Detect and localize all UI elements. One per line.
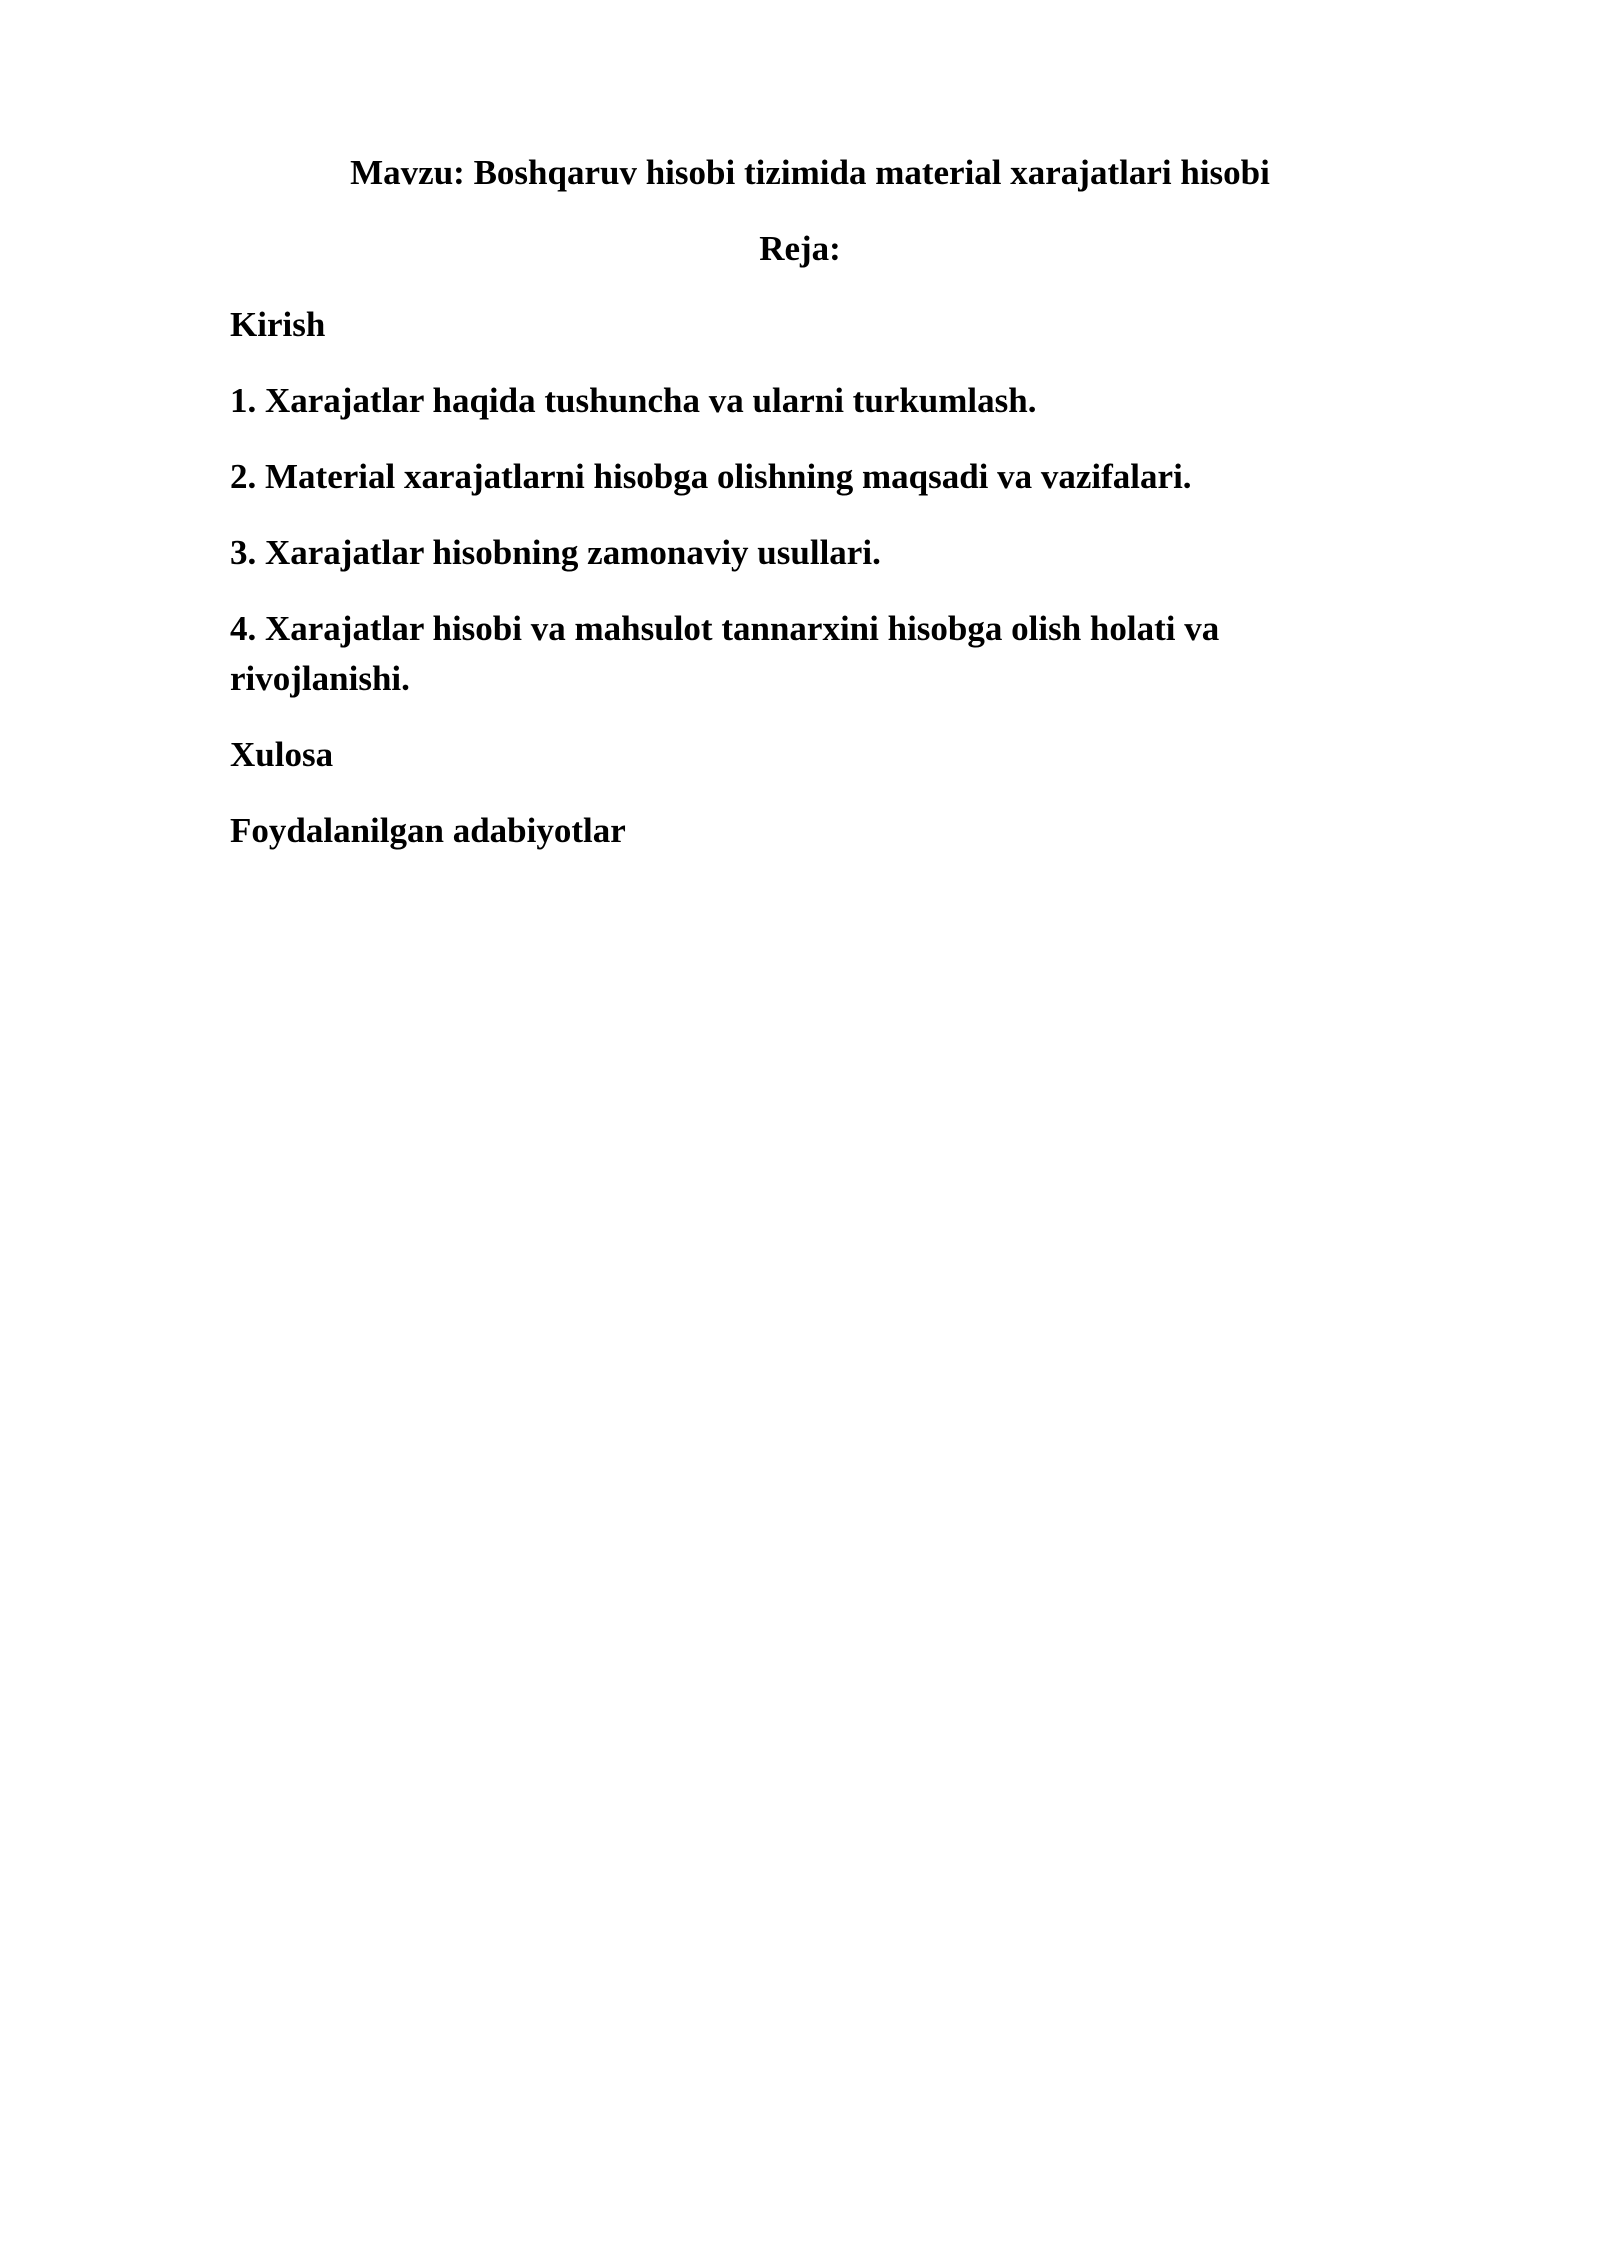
plan-item-1: 1. Xarajatlar haqida tushuncha va ularni turkumlash. [230,381,1037,420]
document-body [230,148,1370,882]
plan-list [230,300,1370,856]
plan-item-conclusion: Xulosa [230,735,334,774]
plan-item-4: 4. Xarajatlar hisobi va mahsulot tannarxini hisobga olish holati va rivojlanishi. [230,609,1220,698]
plan-item-2: 2. Material xarajatlarni hisobga olishning maqsadi va vazifalari. [230,457,1192,496]
plan-item-introduction: Kirish [230,305,326,344]
plan-heading: Reja: [759,229,841,268]
plan-item-references: Foydalanilgan adabiyotlar [230,811,626,850]
plan-item-3: 3. Xarajatlar hisobning zamonaviy usullari. [230,533,881,572]
document-title: Mavzu: Boshqaruv hisobi tizimida material xarajatlari hisobi [350,153,1270,192]
